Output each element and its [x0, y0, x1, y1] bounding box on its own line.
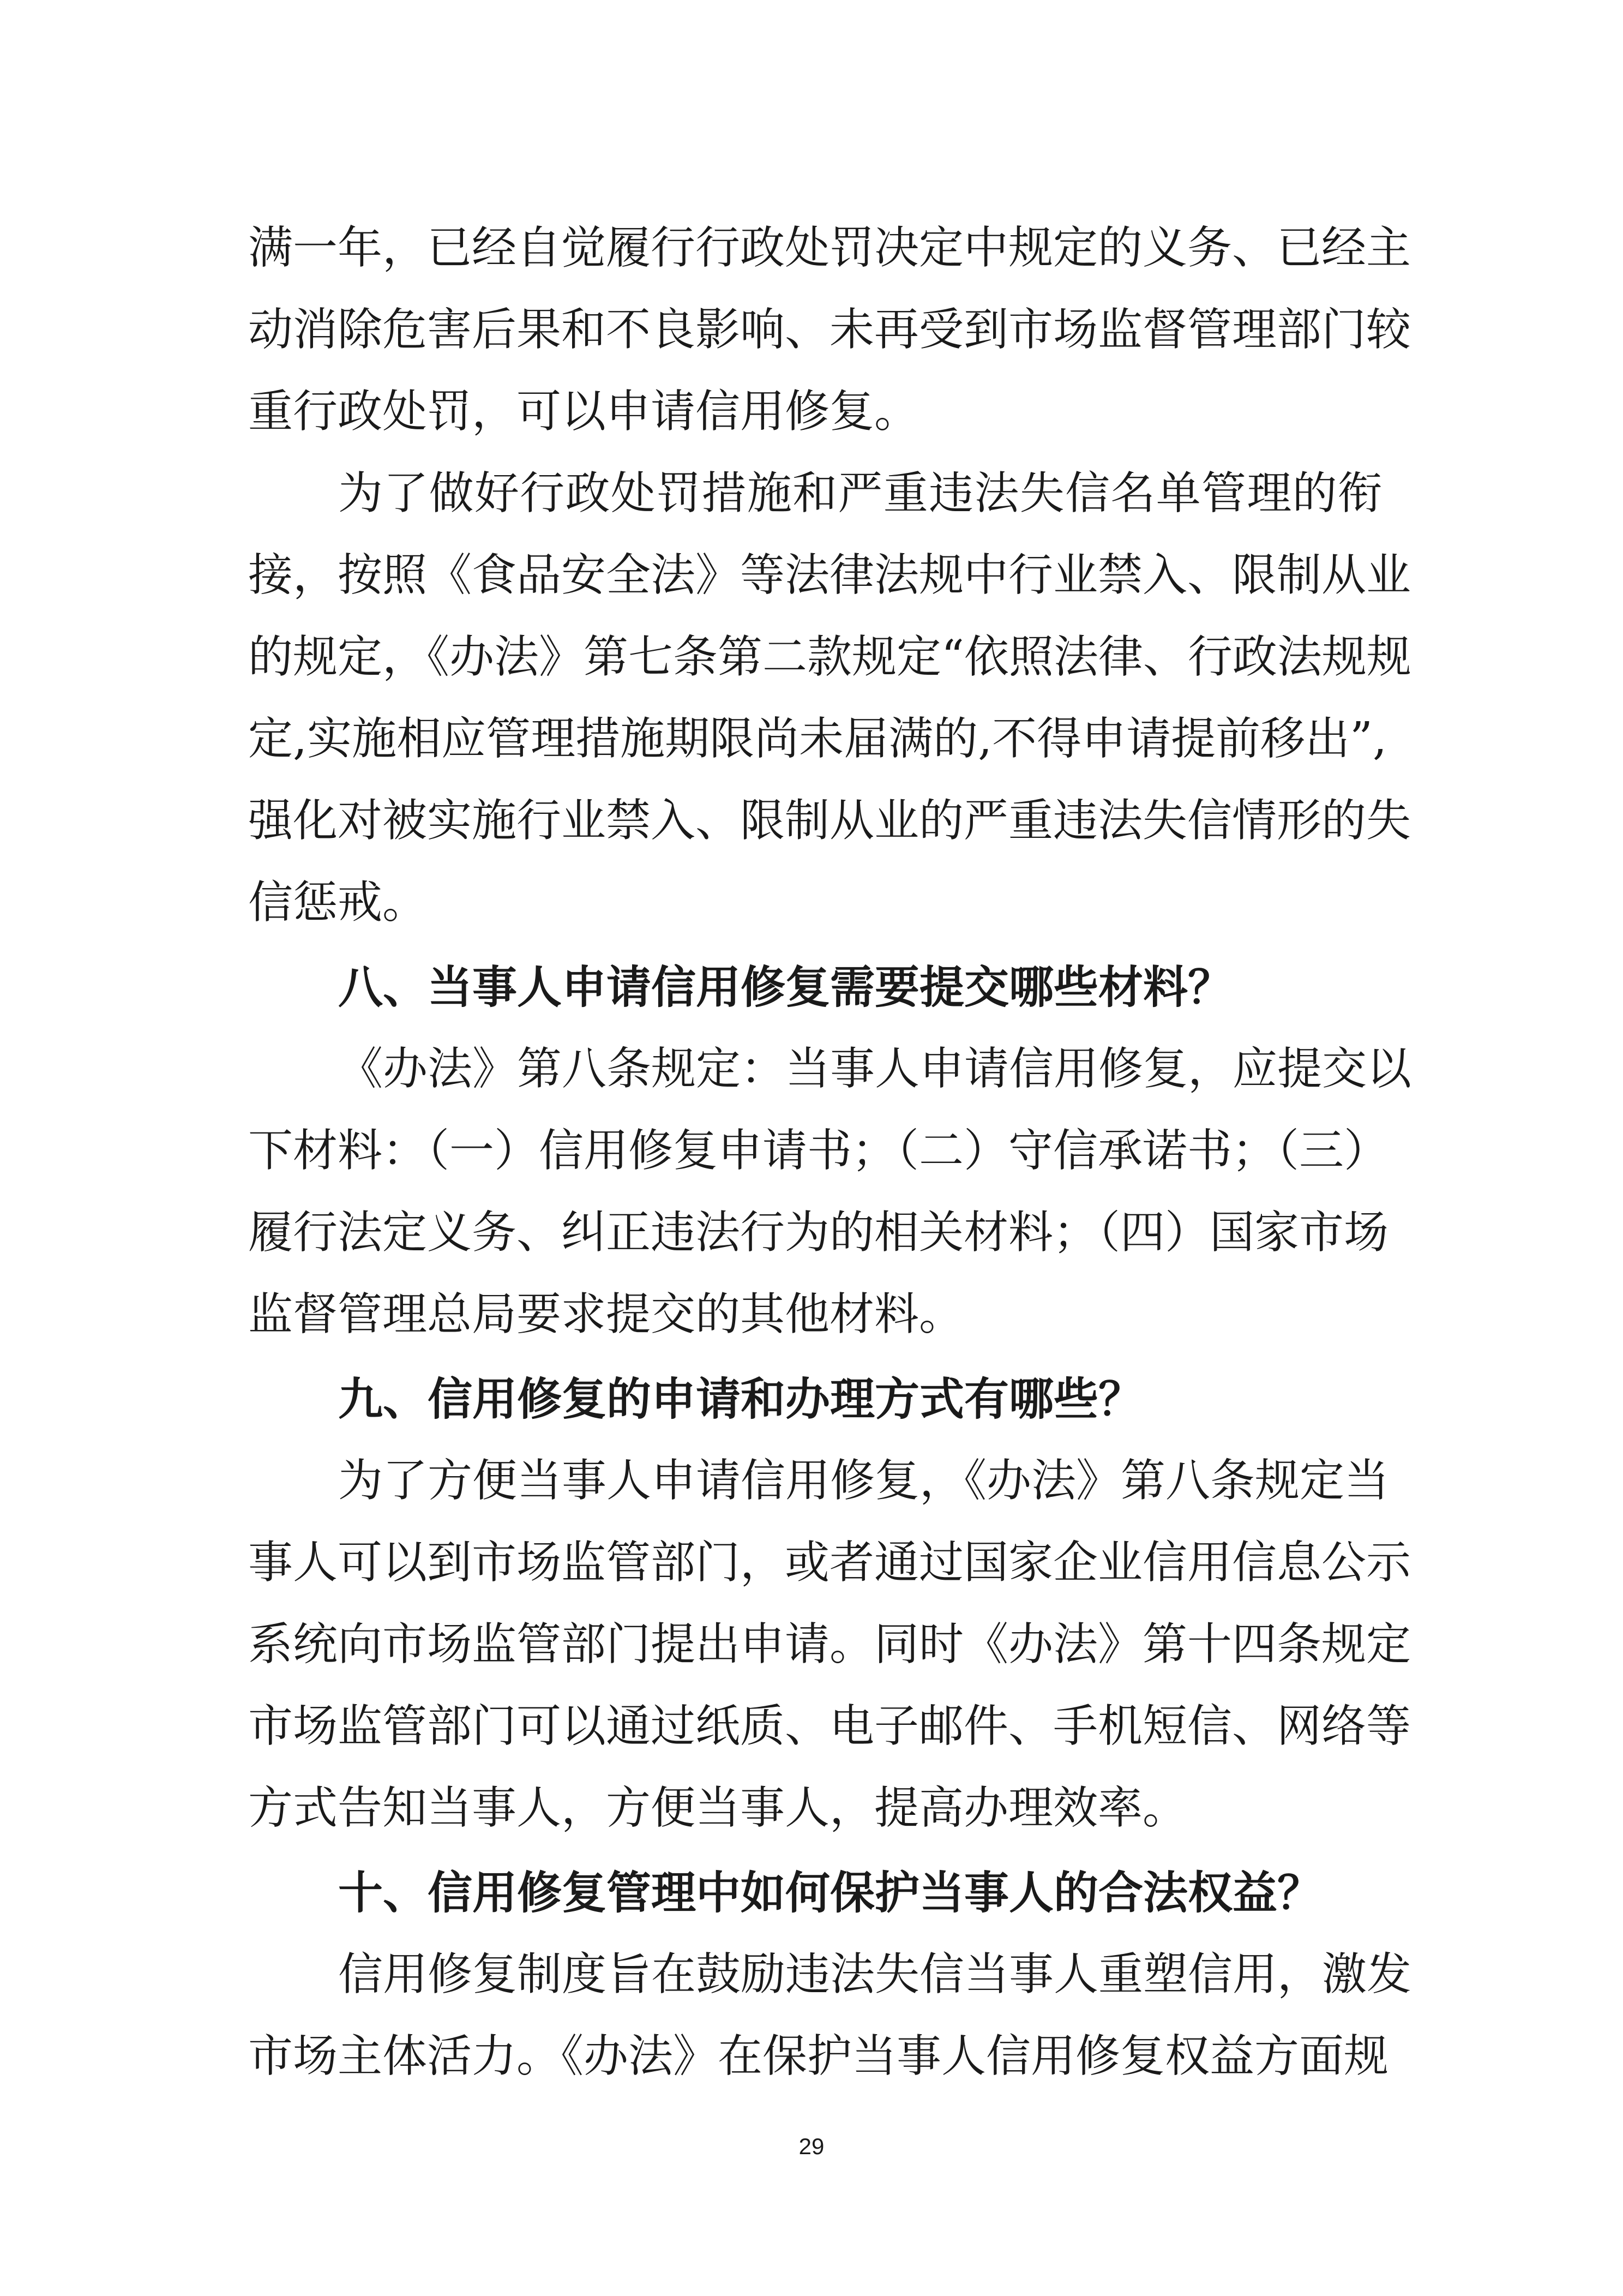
body-text-line: 重行政处罚，可以申请信用修复。	[248, 386, 919, 437]
body-text-line: 接，按照《食品安全法》等法律法规中行业禁入、限制从业	[248, 549, 1411, 601]
page-number: 29	[798, 2133, 825, 2159]
section-heading-10: 十、信用修复管理中如何保护当事人的合法权益？	[338, 1867, 1323, 1919]
paragraph-first-line: 为了方便当事人申请信用修复，《办法》第八条规定当	[338, 1455, 1390, 1507]
section-heading-9: 九、信用修复的申请和办理方式有哪些？	[338, 1373, 1144, 1425]
body-text-line: 强化对被实施行业禁入、限制从业的严重违法失信情形的失	[248, 795, 1411, 847]
body-text-line: 满一年，已经自觉履行行政处罚决定中规定的义务、已经主	[248, 222, 1411, 274]
body-text-line: 下材料：（一）信用修复申请书；（二）守信承诺书；（三）	[248, 1125, 1389, 1177]
paragraph-first-line: 《办法》第八条规定：当事人申请信用修复，应提交以	[338, 1043, 1412, 1095]
body-text-line: 定,实施相应管理措施期限尚未届满的,不得申请提前移出”,	[248, 713, 1387, 765]
section-heading-8: 八、当事人申请信用修复需要提交哪些材料？	[338, 961, 1233, 1014]
body-text-line: 监督管理总局要求提交的其他材料。	[248, 1288, 964, 1340]
body-text-line: 履行法定义务、纠正违法行为的相关材料；（四）国家市场	[248, 1207, 1389, 1258]
paragraph-first-line: 为了做好行政处罚措施和严重违法失信名单管理的衔	[338, 467, 1382, 519]
body-text-line: 事人可以到市场监管部门，或者通过国家企业信用信息公示	[248, 1537, 1411, 1588]
body-text-line: 市场监管部门可以通过纸质、电子邮件、手机短信、网络等	[248, 1700, 1411, 1752]
paragraph-first-line: 信用修复制度旨在鼓励违法失信当事人重塑信用，激发	[338, 1949, 1412, 2000]
body-text-line: 方式告知当事人，方便当事人，提高办理效率。	[248, 1782, 1188, 1834]
body-text-line: 信惩戒。	[248, 877, 428, 928]
body-text-line: 市场主体活力。《办法》在保护当事人信用修复权益方面规	[248, 2030, 1389, 2082]
body-text-line: 的规定，《办法》第七条第二款规定“依照法律、行政法规规	[248, 631, 1411, 683]
body-text-line: 系统向市场监管部门提出申请。同时《办法》第十四条规定	[248, 1618, 1411, 1670]
body-text-line: 动消除危害后果和不良影响、未再受到市场监督管理部门较	[248, 304, 1411, 356]
